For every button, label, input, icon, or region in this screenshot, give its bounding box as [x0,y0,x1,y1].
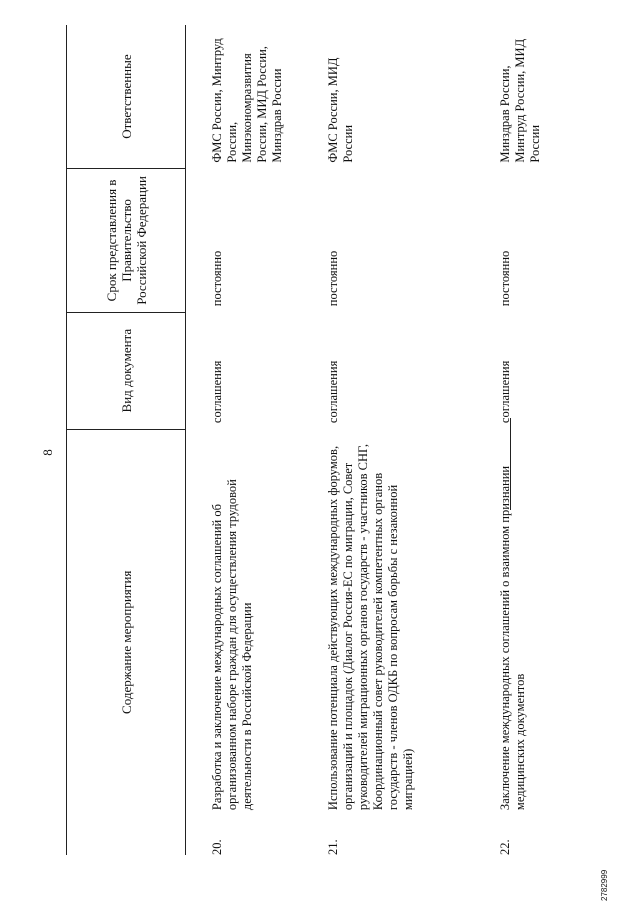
row-responsible: ФМС России, МИД России [326,57,355,163]
end-separator-line [510,418,511,510]
table-row [186,25,303,855]
row-doc-type: соглашения [498,360,512,424]
row-doc-type: соглашения [326,360,340,424]
row-number: 21. [326,839,340,855]
document-stamp: 2782999 [600,869,609,901]
header-responsible: Ответственные [67,25,186,169]
header-doc-type: Вид документа [67,312,186,429]
table-row [302,25,474,855]
row-deadline: постоянно [326,250,340,307]
row-deadline: постоянно [210,250,224,307]
row-number: 20. [210,839,224,855]
row-number: 22. [498,839,512,855]
table-row [474,25,588,855]
header-content: Содержание мероприятия [67,429,186,855]
row-content: Разработка и заключение международных соглашений об организованном наборе граждан для осуществления трудовой деятельности в Российской Федерации [210,479,254,811]
header-deadline: Срок представления в Правительство Российской Федерации [67,169,186,313]
page-number: 8 [40,449,55,456]
row-responsible: Минздрав России, Минтруд России, МИД России [498,38,542,163]
row-content: Заключение международных соглашений о взаимном признании медицинских документов [498,465,527,811]
table-header-row [67,25,186,855]
row-content: Использование потенциала действующих международных форумов, организаций и площадок (Диалог Россия-ЕС по миграции, Совет руководителей миграционных органов государств - участников СНГ, Координационный совет руководителей компетентных органов государств - членов ОДКБ по вопросам борьбы с незаконной миграцией) [326,444,415,811]
row-doc-type: соглашения [210,360,224,424]
row-deadline: постоянно [498,250,512,307]
row-responsible: ФМС России, Минтруд России, Минэкономразвития России, МИД России, Минздрав России [210,38,284,163]
